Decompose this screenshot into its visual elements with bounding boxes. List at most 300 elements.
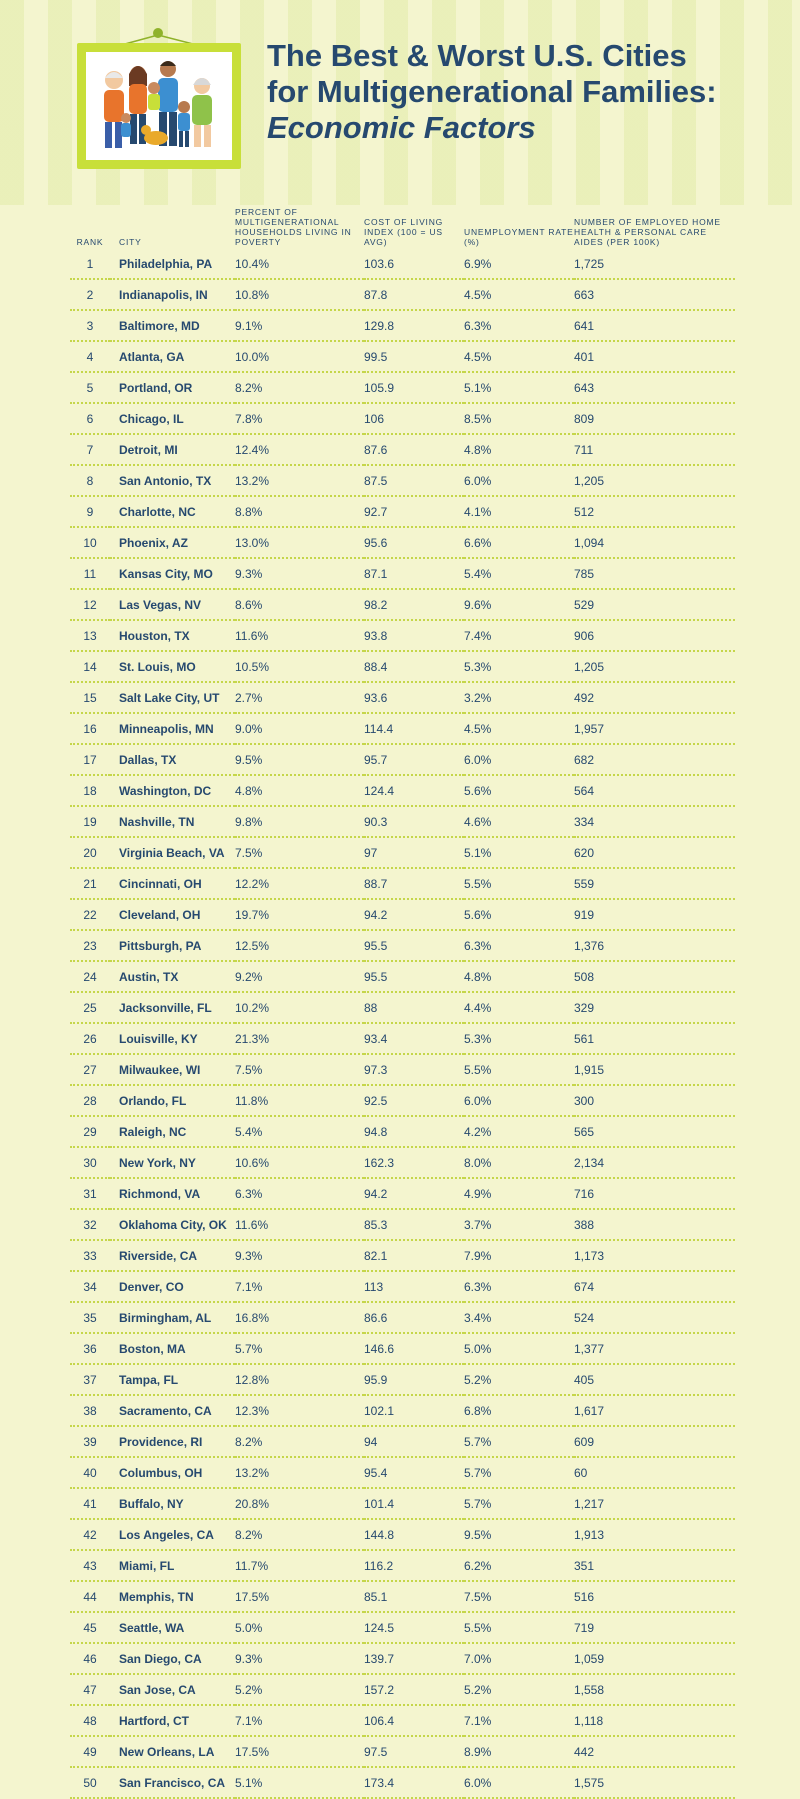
- poverty-cell: 21.3%: [235, 1023, 364, 1054]
- title-line-1: The Best & Worst U.S. Cities: [267, 38, 687, 73]
- aides-cell: 524: [574, 1302, 735, 1333]
- city-cell: San Diego, CA: [110, 1643, 235, 1674]
- poverty-cell: 6.3%: [235, 1178, 364, 1209]
- table-row: [70, 558, 735, 589]
- aides-cell: 1,558: [574, 1674, 735, 1705]
- rank-cell: 38: [70, 1395, 110, 1426]
- header-aides: NUMBER OF EMPLOYED HOME HEALTH & PERSONAL CARE AIDES (PER 100K): [574, 217, 721, 247]
- poverty-cell: 9.1%: [235, 310, 364, 341]
- aides-cell: 1,957: [574, 713, 735, 744]
- city-cell: New Orleans, LA: [110, 1736, 235, 1767]
- cost-index-cell: 87.1: [364, 558, 464, 589]
- unemployment-cell: 6.0%: [464, 1085, 574, 1116]
- city-cell: Raleigh, NC: [110, 1116, 235, 1147]
- table-row: [70, 1116, 735, 1147]
- aides-cell: 512: [574, 496, 735, 527]
- table-row: [70, 837, 735, 868]
- poverty-cell: 8.2%: [235, 372, 364, 403]
- city-cell: Tampa, FL: [110, 1364, 235, 1395]
- table-row: [70, 1085, 735, 1116]
- cost-index-cell: 93.6: [364, 682, 464, 713]
- aides-cell: 60: [574, 1457, 735, 1488]
- aides-cell: 516: [574, 1581, 735, 1612]
- aides-cell: 809: [574, 403, 735, 434]
- rank-cell: 14: [70, 651, 110, 682]
- cost-index-cell: 90.3: [364, 806, 464, 837]
- city-cell: Pittsburgh, PA: [110, 930, 235, 961]
- poverty-cell: 5.4%: [235, 1116, 364, 1147]
- poverty-cell: 10.8%: [235, 279, 364, 310]
- city-cell: Minneapolis, MN: [110, 713, 235, 744]
- cost-index-cell: 92.5: [364, 1085, 464, 1116]
- rank-cell: 30: [70, 1147, 110, 1178]
- poverty-cell: 11.8%: [235, 1085, 364, 1116]
- unemployment-cell: 7.4%: [464, 620, 574, 651]
- cost-index-cell: 103.6: [364, 250, 464, 279]
- cost-index-cell: 102.1: [364, 1395, 464, 1426]
- cost-index-cell: 95.9: [364, 1364, 464, 1395]
- unemployment-cell: 8.5%: [464, 403, 574, 434]
- city-cell: Las Vegas, NV: [110, 589, 235, 620]
- poverty-cell: 17.5%: [235, 1736, 364, 1767]
- rank-cell: 17: [70, 744, 110, 775]
- header-poverty: PERCENT OF MULTIGENERATIONAL HOUSEHOLDS LIVING IN POVERTY: [235, 207, 352, 247]
- rank-cell: 37: [70, 1364, 110, 1395]
- rank-cell: 2: [70, 279, 110, 310]
- table-row: [70, 496, 735, 527]
- table-row: [70, 1364, 735, 1395]
- unemployment-cell: 9.5%: [464, 1519, 574, 1550]
- aides-cell: 565: [574, 1116, 735, 1147]
- unemployment-cell: 7.0%: [464, 1643, 574, 1674]
- unemployment-cell: 5.7%: [464, 1457, 574, 1488]
- table-row: [70, 1457, 735, 1488]
- cost-index-cell: 105.9: [364, 372, 464, 403]
- poverty-cell: 13.2%: [235, 465, 364, 496]
- poverty-cell: 4.8%: [235, 775, 364, 806]
- table-row: [70, 1178, 735, 1209]
- unemployment-cell: 6.9%: [464, 250, 574, 279]
- unemployment-cell: 8.9%: [464, 1736, 574, 1767]
- table-row: [70, 250, 735, 279]
- aides-cell: 405: [574, 1364, 735, 1395]
- table-row: [70, 434, 735, 465]
- poverty-cell: 8.2%: [235, 1426, 364, 1457]
- city-cell: Phoenix, AZ: [110, 527, 235, 558]
- city-cell: Columbus, OH: [110, 1457, 235, 1488]
- cost-index-cell: 93.4: [364, 1023, 464, 1054]
- unemployment-cell: 5.0%: [464, 1333, 574, 1364]
- rank-cell: 9: [70, 496, 110, 527]
- poverty-cell: 9.3%: [235, 558, 364, 589]
- poverty-cell: 5.0%: [235, 1612, 364, 1643]
- unemployment-cell: 4.2%: [464, 1116, 574, 1147]
- aides-cell: 609: [574, 1426, 735, 1457]
- poverty-cell: 10.4%: [235, 250, 364, 279]
- unemployment-cell: 5.6%: [464, 775, 574, 806]
- table-row: [70, 1302, 735, 1333]
- poverty-cell: 5.1%: [235, 1767, 364, 1798]
- poverty-cell: 5.7%: [235, 1333, 364, 1364]
- cost-index-cell: 82.1: [364, 1240, 464, 1271]
- cost-index-cell: 173.4: [364, 1767, 464, 1798]
- table-row: [70, 1612, 735, 1643]
- aides-cell: 785: [574, 558, 735, 589]
- city-cell: Charlotte, NC: [110, 496, 235, 527]
- table-row: [70, 992, 735, 1023]
- aides-cell: 1,617: [574, 1395, 735, 1426]
- table-row: [70, 589, 735, 620]
- rank-cell: 25: [70, 992, 110, 1023]
- nail-icon: [153, 28, 163, 38]
- unemployment-cell: 5.5%: [464, 868, 574, 899]
- table-row: [70, 1674, 735, 1705]
- cost-index-cell: 114.4: [364, 713, 464, 744]
- city-cell: San Jose, CA: [110, 1674, 235, 1705]
- poverty-cell: 13.0%: [235, 527, 364, 558]
- family-illustration: [86, 52, 232, 160]
- rank-cell: 7: [70, 434, 110, 465]
- cost-index-cell: 87.5: [364, 465, 464, 496]
- aides-cell: 1,575: [574, 1767, 735, 1798]
- cost-index-cell: 87.8: [364, 279, 464, 310]
- poverty-cell: 16.8%: [235, 1302, 364, 1333]
- table-row: [70, 1209, 735, 1240]
- unemployment-cell: 5.1%: [464, 372, 574, 403]
- table-row: [70, 1736, 735, 1767]
- cost-index-cell: 88: [364, 992, 464, 1023]
- cost-index-cell: 97.3: [364, 1054, 464, 1085]
- table-row: [70, 806, 735, 837]
- unemployment-cell: 5.3%: [464, 651, 574, 682]
- unemployment-cell: 5.2%: [464, 1674, 574, 1705]
- cost-index-cell: 94.2: [364, 1178, 464, 1209]
- aides-cell: 919: [574, 899, 735, 930]
- poverty-cell: 12.3%: [235, 1395, 364, 1426]
- unemployment-cell: 9.6%: [464, 589, 574, 620]
- rank-cell: 26: [70, 1023, 110, 1054]
- city-cell: Providence, RI: [110, 1426, 235, 1457]
- aides-cell: 492: [574, 682, 735, 713]
- cost-index-cell: 97: [364, 837, 464, 868]
- city-cell: Seattle, WA: [110, 1612, 235, 1643]
- table-row: [70, 620, 735, 651]
- poverty-cell: 2.7%: [235, 682, 364, 713]
- cost-index-cell: 85.1: [364, 1581, 464, 1612]
- unemployment-cell: 3.7%: [464, 1209, 574, 1240]
- poverty-cell: 12.8%: [235, 1364, 364, 1395]
- table-row: [70, 744, 735, 775]
- poverty-cell: 10.5%: [235, 651, 364, 682]
- table-row: [70, 1550, 735, 1581]
- cost-index-cell: 116.2: [364, 1550, 464, 1581]
- table-row: [70, 651, 735, 682]
- table-row: [70, 930, 735, 961]
- city-cell: Birmingham, AL: [110, 1302, 235, 1333]
- table-row: [70, 1705, 735, 1736]
- city-cell: Salt Lake City, UT: [110, 682, 235, 713]
- poverty-cell: 7.8%: [235, 403, 364, 434]
- table-row: [70, 372, 735, 403]
- rank-cell: 16: [70, 713, 110, 744]
- city-cell: Hartford, CT: [110, 1705, 235, 1736]
- city-cell: Jacksonville, FL: [110, 992, 235, 1023]
- unemployment-cell: 4.5%: [464, 713, 574, 744]
- poverty-cell: 19.7%: [235, 899, 364, 930]
- table-row: [70, 1271, 735, 1302]
- rank-cell: 10: [70, 527, 110, 558]
- cost-index-cell: 95.7: [364, 744, 464, 775]
- city-cell: Oklahoma City, OK: [110, 1209, 235, 1240]
- unemployment-cell: 6.6%: [464, 527, 574, 558]
- city-cell: Austin, TX: [110, 961, 235, 992]
- aides-cell: 1,217: [574, 1488, 735, 1519]
- table-row: [70, 527, 735, 558]
- unemployment-cell: 5.4%: [464, 558, 574, 589]
- cost-index-cell: 94.8: [364, 1116, 464, 1147]
- cost-index-cell: 124.5: [364, 1612, 464, 1643]
- table-row: [70, 403, 735, 434]
- poverty-cell: 9.3%: [235, 1240, 364, 1271]
- poverty-cell: 20.8%: [235, 1488, 364, 1519]
- unemployment-cell: 4.9%: [464, 1178, 574, 1209]
- rank-cell: 29: [70, 1116, 110, 1147]
- table-body: [70, 250, 735, 1798]
- unemployment-cell: 6.3%: [464, 310, 574, 341]
- city-cell: Chicago, IL: [110, 403, 235, 434]
- rank-cell: 32: [70, 1209, 110, 1240]
- poverty-cell: 12.2%: [235, 868, 364, 899]
- city-cell: Louisville, KY: [110, 1023, 235, 1054]
- aides-cell: 716: [574, 1178, 735, 1209]
- cost-index-cell: 99.5: [364, 341, 464, 372]
- cost-index-cell: 95.5: [364, 930, 464, 961]
- table-row: [70, 1023, 735, 1054]
- cost-index-cell: 157.2: [364, 1674, 464, 1705]
- table-row: [70, 1395, 735, 1426]
- city-cell: Philadelphia, PA: [110, 250, 235, 279]
- aides-cell: 719: [574, 1612, 735, 1643]
- aides-cell: 1,173: [574, 1240, 735, 1271]
- city-cell: Riverside, CA: [110, 1240, 235, 1271]
- city-cell: Miami, FL: [110, 1550, 235, 1581]
- poverty-cell: 9.5%: [235, 744, 364, 775]
- rank-cell: 11: [70, 558, 110, 589]
- poverty-cell: 17.5%: [235, 1581, 364, 1612]
- aides-cell: 663: [574, 279, 735, 310]
- unemployment-cell: 3.2%: [464, 682, 574, 713]
- unemployment-cell: 6.3%: [464, 1271, 574, 1302]
- table-row: [70, 1488, 735, 1519]
- unemployment-cell: 7.9%: [464, 1240, 574, 1271]
- table-row: [70, 1519, 735, 1550]
- aides-cell: 1,725: [574, 250, 735, 279]
- unemployment-cell: 5.3%: [464, 1023, 574, 1054]
- table-row: [70, 279, 735, 310]
- poverty-cell: 7.1%: [235, 1271, 364, 1302]
- cost-index-cell: 144.8: [364, 1519, 464, 1550]
- table-row: [70, 868, 735, 899]
- aides-cell: 906: [574, 620, 735, 651]
- family-icon: [86, 52, 232, 160]
- poverty-cell: 10.6%: [235, 1147, 364, 1178]
- rank-cell: 1: [70, 250, 110, 279]
- aides-cell: 682: [574, 744, 735, 775]
- poverty-cell: 9.8%: [235, 806, 364, 837]
- rank-cell: 22: [70, 899, 110, 930]
- unemployment-cell: 3.4%: [464, 1302, 574, 1333]
- unemployment-cell: 5.7%: [464, 1488, 574, 1519]
- table-row: [70, 310, 735, 341]
- title-line-2: for Multigenerational Families:: [267, 74, 717, 109]
- header-city: CITY: [119, 237, 142, 247]
- aides-cell: 2,134: [574, 1147, 735, 1178]
- cost-index-cell: 139.7: [364, 1643, 464, 1674]
- header-rank: RANK: [76, 237, 104, 247]
- unemployment-cell: 6.8%: [464, 1395, 574, 1426]
- city-cell: Virginia Beach, VA: [110, 837, 235, 868]
- title-line-3: Economic Factors: [267, 110, 536, 145]
- table-header-row: [70, 207, 735, 250]
- city-cell: Boston, MA: [110, 1333, 235, 1364]
- city-cell: Nashville, TN: [110, 806, 235, 837]
- unemployment-cell: 4.4%: [464, 992, 574, 1023]
- unemployment-cell: 6.0%: [464, 1767, 574, 1798]
- table-row: [70, 899, 735, 930]
- aides-cell: 401: [574, 341, 735, 372]
- unemployment-cell: 4.6%: [464, 806, 574, 837]
- aides-cell: 1,094: [574, 527, 735, 558]
- rank-cell: 49: [70, 1736, 110, 1767]
- rank-cell: 8: [70, 465, 110, 496]
- city-cell: Sacramento, CA: [110, 1395, 235, 1426]
- poverty-cell: 13.2%: [235, 1457, 364, 1488]
- cost-index-cell: 94.2: [364, 899, 464, 930]
- unemployment-cell: 8.0%: [464, 1147, 574, 1178]
- aides-cell: 620: [574, 837, 735, 868]
- rank-cell: 36: [70, 1333, 110, 1364]
- aides-cell: 674: [574, 1271, 735, 1302]
- cost-index-cell: 86.6: [364, 1302, 464, 1333]
- cost-index-cell: 97.5: [364, 1736, 464, 1767]
- unemployment-cell: 7.1%: [464, 1705, 574, 1736]
- aides-cell: 561: [574, 1023, 735, 1054]
- rank-cell: 50: [70, 1767, 110, 1798]
- poverty-cell: 7.5%: [235, 837, 364, 868]
- poverty-cell: 5.2%: [235, 1674, 364, 1705]
- rank-cell: 28: [70, 1085, 110, 1116]
- rank-cell: 4: [70, 341, 110, 372]
- city-cell: Portland, OR: [110, 372, 235, 403]
- aides-cell: 1,377: [574, 1333, 735, 1364]
- poverty-cell: 11.6%: [235, 620, 364, 651]
- cost-index-cell: 146.6: [364, 1333, 464, 1364]
- city-cell: St. Louis, MO: [110, 651, 235, 682]
- table-row: [70, 1767, 735, 1798]
- unemployment-cell: 5.7%: [464, 1426, 574, 1457]
- city-cell: Los Angeles, CA: [110, 1519, 235, 1550]
- cost-index-cell: 88.4: [364, 651, 464, 682]
- cost-index-cell: 106.4: [364, 1705, 464, 1736]
- aides-cell: 1,118: [574, 1705, 735, 1736]
- aides-cell: 334: [574, 806, 735, 837]
- aides-cell: 300: [574, 1085, 735, 1116]
- cities-table: [70, 207, 735, 1799]
- city-cell: Detroit, MI: [110, 434, 235, 465]
- table-row: [70, 465, 735, 496]
- table-row: [70, 961, 735, 992]
- table-row: [70, 713, 735, 744]
- rank-cell: 27: [70, 1054, 110, 1085]
- rank-cell: 13: [70, 620, 110, 651]
- aides-cell: 641: [574, 310, 735, 341]
- poverty-cell: 9.0%: [235, 713, 364, 744]
- poverty-cell: 9.3%: [235, 1643, 364, 1674]
- aides-cell: 1,205: [574, 465, 735, 496]
- aides-cell: 1,913: [574, 1519, 735, 1550]
- cost-index-cell: 95.6: [364, 527, 464, 558]
- aides-cell: 559: [574, 868, 735, 899]
- city-cell: Richmond, VA: [110, 1178, 235, 1209]
- header-unemployment: UNEMPLOYMENT RATE (%): [464, 227, 574, 247]
- aides-cell: 442: [574, 1736, 735, 1767]
- cost-index-cell: 88.7: [364, 868, 464, 899]
- rank-cell: 15: [70, 682, 110, 713]
- table-row: [70, 682, 735, 713]
- aides-cell: 529: [574, 589, 735, 620]
- table-row: [70, 775, 735, 806]
- city-cell: Buffalo, NY: [110, 1488, 235, 1519]
- cost-index-cell: 101.4: [364, 1488, 464, 1519]
- rank-cell: 40: [70, 1457, 110, 1488]
- poverty-cell: 7.1%: [235, 1705, 364, 1736]
- city-cell: Cincinnati, OH: [110, 868, 235, 899]
- table-row: [70, 1426, 735, 1457]
- poverty-cell: 10.2%: [235, 992, 364, 1023]
- cost-index-cell: 124.4: [364, 775, 464, 806]
- poverty-cell: 8.8%: [235, 496, 364, 527]
- cost-index-cell: 98.2: [364, 589, 464, 620]
- unemployment-cell: 6.0%: [464, 744, 574, 775]
- unemployment-cell: 5.6%: [464, 899, 574, 930]
- table-row: [70, 1240, 735, 1271]
- cost-index-cell: 87.6: [364, 434, 464, 465]
- city-cell: Indianapolis, IN: [110, 279, 235, 310]
- rank-cell: 48: [70, 1705, 110, 1736]
- poverty-cell: 11.7%: [235, 1550, 364, 1581]
- rank-cell: 23: [70, 930, 110, 961]
- poverty-cell: 9.2%: [235, 961, 364, 992]
- aides-cell: 564: [574, 775, 735, 806]
- unemployment-cell: 4.1%: [464, 496, 574, 527]
- city-cell: San Francisco, CA: [110, 1767, 235, 1798]
- table-row: [70, 1333, 735, 1364]
- cost-index-cell: 85.3: [364, 1209, 464, 1240]
- unemployment-cell: 5.5%: [464, 1054, 574, 1085]
- poverty-cell: 7.5%: [235, 1054, 364, 1085]
- city-cell: Milwaukee, WI: [110, 1054, 235, 1085]
- header: [0, 0, 800, 205]
- rank-cell: 44: [70, 1581, 110, 1612]
- cost-index-cell: 93.8: [364, 620, 464, 651]
- city-cell: San Antonio, TX: [110, 465, 235, 496]
- aides-cell: 1,205: [574, 651, 735, 682]
- table-row: [70, 1054, 735, 1085]
- rank-cell: 45: [70, 1612, 110, 1643]
- aides-cell: 508: [574, 961, 735, 992]
- poverty-cell: 10.0%: [235, 341, 364, 372]
- header-cost: COST OF LIVING INDEX (100 = US AVG): [364, 217, 444, 247]
